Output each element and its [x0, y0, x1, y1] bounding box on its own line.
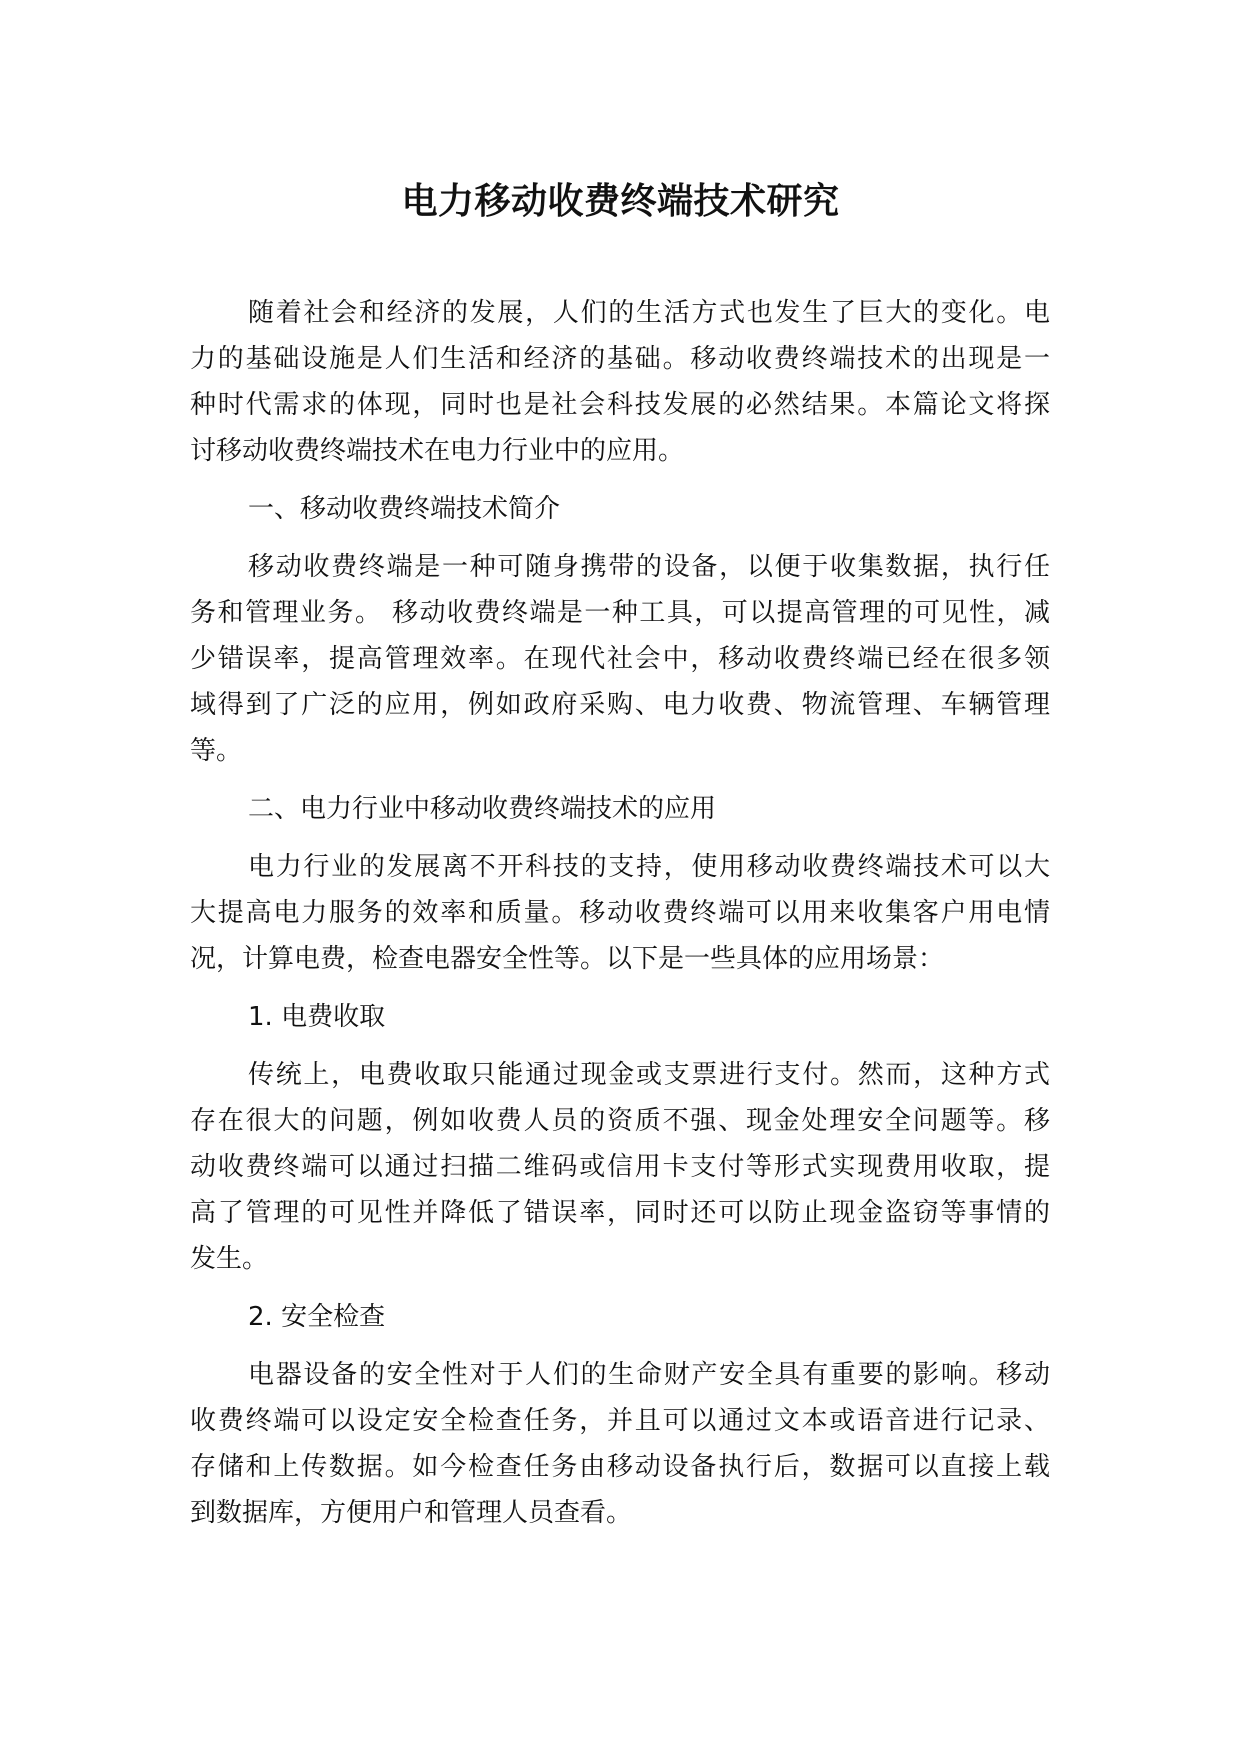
section-heading [190, 1294, 1050, 1340]
paragraph-line: 力的基础设施是人们生活和经济的基础。移动收费终端技术的出现是一 [190, 344, 1050, 374]
paragraph-line: 等。 [190, 736, 243, 766]
paragraph-line: 动收费终端可以通过扫描二维码或信用卡支付等形式实现费用收取，提 [190, 1152, 1050, 1182]
paragraph-line: 务和管理业务。 移动收费终端是一种工具，可以提高管理的可见性，减 [190, 598, 1050, 628]
paragraph-line: 移动收费终端是一种可随身携带的设备，以便于收集数据，执行任 [248, 552, 1050, 582]
paragraph-line: 随着社会和经济的发展，人们的生活方式也发生了巨大的变化。电 [248, 298, 1050, 328]
paragraph-line: 大提高电力服务的效率和质量。移动收费终端可以用来收集客户用电情 [190, 898, 1050, 928]
section-heading [190, 786, 1050, 832]
paragraph-line: 存储和上传数据。如今检查任务由移动设备执行后，数据可以直接上载 [190, 1452, 1050, 1482]
paragraph-line: 传统上，电费收取只能通过现金或支票进行支付。然而，这种方式 [248, 1060, 1050, 1090]
paragraph-line: 高了管理的可见性并降低了错误率，同时还可以防止现金盗窃等事情的 [190, 1198, 1050, 1228]
heading-text: 2. 安全检查 [248, 1302, 386, 1332]
paragraph-line: 收费终端可以设定安全检查任务，并且可以通过文本或语音进行记录、 [190, 1406, 1050, 1436]
heading-text: 一、移动收费终端技术简介 [248, 494, 561, 524]
paragraph-line: 域得到了广泛的应用，例如政府采购、电力收费、物流管理、车辆管理 [190, 690, 1050, 720]
paragraph-line: 讨移动收费终端技术在电力行业中的应用。 [190, 436, 685, 466]
paragraph-line: 存在很大的问题，例如收费人员的资质不强、现金处理安全问题等。移 [190, 1106, 1050, 1136]
paragraph-line: 发生。 [190, 1244, 269, 1274]
document-body [190, 290, 1050, 1548]
section-heading [190, 486, 1050, 532]
heading-text: 二、电力行业中移动收费终端技术的应用 [248, 794, 717, 824]
body-paragraph [190, 1052, 1050, 1282]
document-title: 电力移动收费终端技术研究 [401, 181, 840, 222]
paragraph-line: 电力行业的发展离不开科技的支持，使用移动收费终端技术可以大 [248, 852, 1050, 882]
paragraph-line: 电器设备的安全性对于人们的生命财产安全具有重要的影响。移动 [248, 1360, 1050, 1390]
paragraph-line: 况，计算电费，检查电器安全性等。以下是一些具体的应用场景： [190, 944, 945, 974]
body-paragraph [190, 544, 1050, 774]
paragraph-line: 种时代需求的体现，同时也是社会科技发展的必然结果。本篇论文将探 [190, 390, 1050, 420]
body-paragraph [190, 844, 1050, 982]
section-heading [190, 994, 1050, 1040]
paragraph-line: 到数据库，方便用户和管理人员查看。 [190, 1498, 633, 1528]
body-paragraph [190, 290, 1050, 474]
paragraph-line: 少错误率，提高管理效率。在现代社会中，移动收费终端已经在很多领 [190, 644, 1050, 674]
heading-text: 1. 电费收取 [248, 1002, 386, 1032]
body-paragraph [190, 1352, 1050, 1536]
